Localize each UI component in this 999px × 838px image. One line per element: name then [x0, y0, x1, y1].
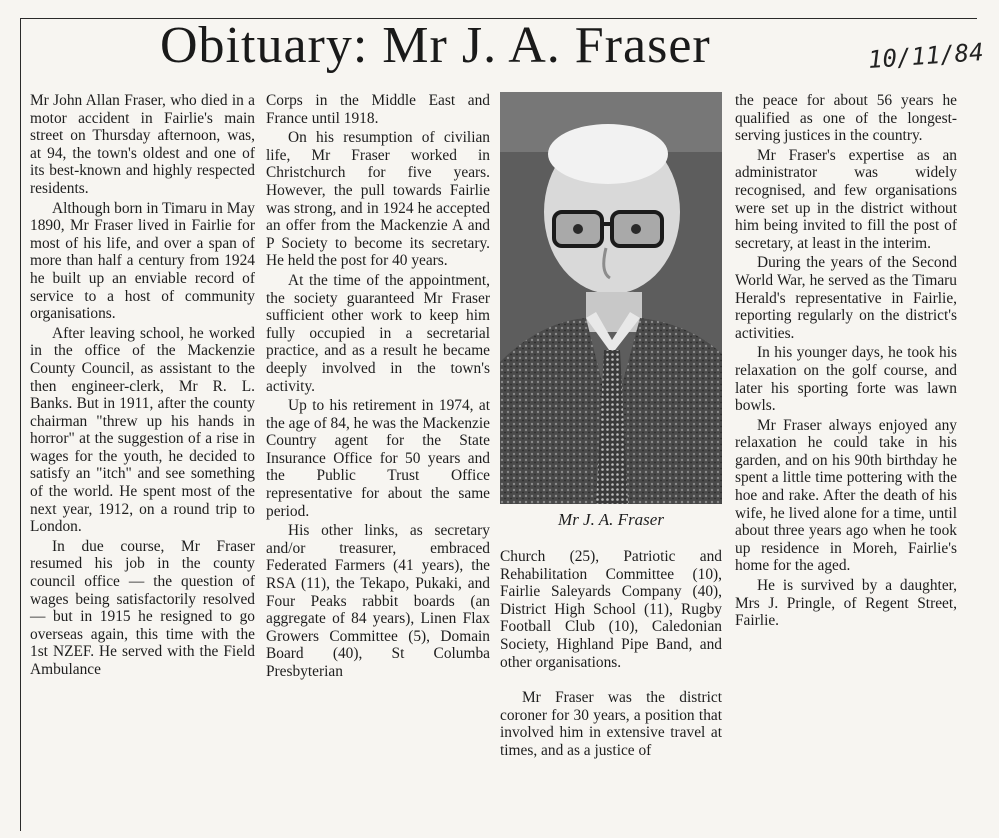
paragraph: Although born in Timaru in May 1890, Mr Fraser lived in Fairlie for most of his life, and over a span of more than half a century from 1924 he built up an enviable record of service to a host of community organisations.	[30, 199, 255, 323]
paragraph: In due course, Mr Fraser resumed his job in the county council office — the question of wages being satisfactorily resolved — but in 1915 he resigned to go overseas again, this time with the 1st NZEF. He served with the Field Ambulance	[30, 537, 255, 678]
text-column-2	[266, 92, 490, 681]
paragraph: Mr John Allan Fraser, who died in a motor accident in Fairlie's main street on Thursday afternoon, was, at 94, the town's oldest and one of its best-known and highly respected residents.	[30, 92, 255, 197]
paragraph: After leaving school, he worked in the office of the Mackenzie County Council, as assistant to the then engineer-clerk, Mr R. L. Banks. But in 1911, after the county chairman "threw up his hands in horror" at the suggestion of a rise in wages for the youth, he decided to satisfy an "itch" and see something of the world. He spent most of the next year, 1912, on a round trip to London.	[30, 324, 255, 536]
text-column-4	[735, 92, 957, 630]
text-column-3	[500, 548, 722, 760]
paragraph: In his younger days, he took his relaxation on the golf course, and later his sporting forte was lawn bowls.	[735, 344, 957, 415]
paragraph: At the time of the appointment, the society guaranteed Mr Fraser sufficient other work to keep him fully occupied in a secretarial practice, and as a result he became deeply involved in the town's activity.	[266, 271, 490, 395]
paragraph: Mr Fraser always enjoyed any relaxation he could take in his garden, and on his 90th birthday he spent a little time pottering with the hoe and rake. After the death of his wife, he lived alone for a time, until about three years ago when he took up residence in Moreh, Fairlie's home for the aged.	[735, 416, 957, 575]
photo-caption: Mr J. A. Fraser	[558, 510, 664, 529]
paragraph: the peace for about 56 years he qualified as one of the longest-serving justices in the country.	[735, 92, 957, 145]
handwritten-date: 10/11/84	[867, 38, 985, 74]
paragraph: During the years of the Second World War, he served as the Timaru Herald's representative in Fairlie, reporting regularly on the district's activities.	[735, 254, 957, 342]
portrait-photo	[500, 92, 722, 504]
paragraph: On his resumption of civilian life, Mr Fraser worked in Christchurch for five years. However, the pull towards Fairlie was strong, and in 1924 he accepted an offer from the Mackenzie A and P Society to become its secretary. He held the post for 40 years.	[266, 129, 490, 270]
paragraph: Corps in the Middle East and France until 1918.	[266, 92, 490, 127]
paragraph: He is survived by a daughter, Mrs J. Pringle, of Regent Street, Fairlie.	[735, 577, 957, 630]
paragraph: Church (25), Patriotic and Rehabilitation Committee (10), Fairlie Saleyards Company (40), District High School (11), Rugby Football Club (10), Caledonian Society, Highland Pipe Band, and other organisations.	[500, 548, 722, 671]
article-title: Obituary: Mr J. A. Fraser	[160, 17, 711, 74]
paragraph: Up to his retirement in 1974, at the age of 84, he was the Mackenzie Country agent for the State Insurance Office for 50 years and the Public Trust Office representative for about the same period.	[266, 397, 490, 520]
portrait-photo-icon	[500, 92, 722, 504]
text-column-1	[30, 92, 255, 679]
paragraph: His other links, as secretary and/or treasurer, embraced Federated Farmers (41 years), the RSA (11), the Tekapo, Pukaki, and Four Peaks rabbit boards (an aggregate of 84 years), Linen Flax Growers Committee (5), Domain Board (40), St Columba Presbyterian	[266, 522, 490, 680]
paragraph: Mr Fraser's expertise as an administrator was widely recognised, and few organisations were set up in the district without him being invited to fill the post of secretary, at least in the interim.	[735, 146, 957, 252]
paragraph: Mr Fraser was the district coroner for 30 years, a position that involved him in extensive travel at times, and as a justice of	[500, 689, 722, 759]
